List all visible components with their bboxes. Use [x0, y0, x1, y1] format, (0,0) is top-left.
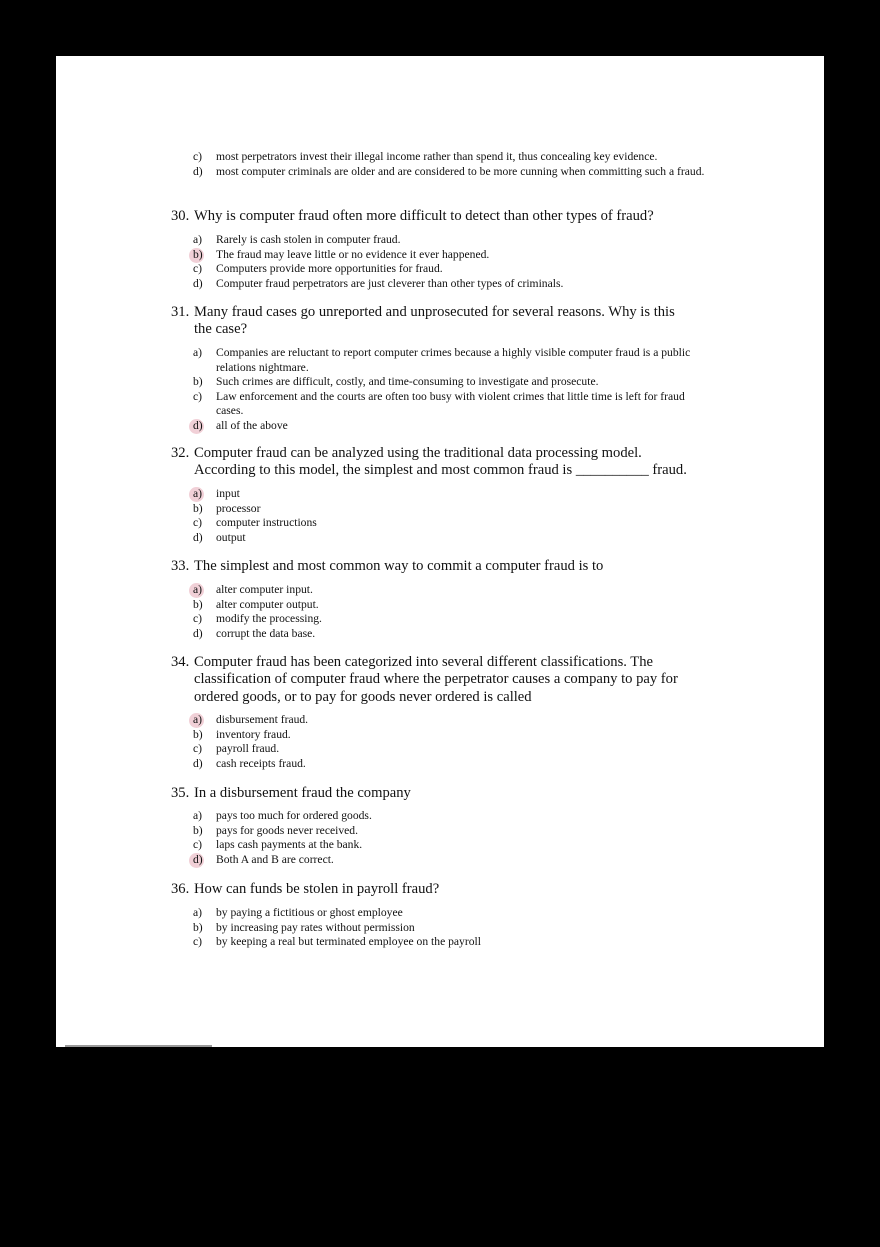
question-number: 31. [171, 304, 190, 320]
document-page [56, 56, 824, 1047]
option-d-answer [193, 419, 713, 434]
option-b [193, 921, 713, 936]
option-text: inventory fraud. [216, 727, 291, 741]
option-text: Such crimes are difficult, costly, and time-consuming to investigate and prosecute. [216, 375, 599, 388]
question-text: How can funds be stolen in payroll fraud? [194, 881, 440, 897]
option-letter: b) [193, 920, 203, 934]
question-35-options [193, 809, 713, 867]
question-text: The simplest and most common way to commit a computer fraud is to [194, 558, 604, 574]
option-letter: c) [193, 150, 203, 163]
option-c [193, 262, 713, 277]
option-text: payroll fraud. [216, 742, 280, 755]
question-35 [171, 785, 701, 802]
option-text: Both A and B are correct. [216, 852, 334, 866]
answer-highlight-circle: d) [193, 418, 203, 432]
option-letter: b) [193, 501, 203, 515]
question-text: Why is computer fraud often more difficult to detect than other types of fraud? [194, 208, 654, 224]
footnote-separator-rule [65, 1045, 212, 1047]
question-33 [171, 558, 701, 575]
option-letter: d) [193, 626, 203, 640]
option-text: most perpetrators invest their illegal income rather than spend it, thus concealing key evidence. [216, 150, 658, 163]
option-a [193, 346, 713, 375]
question-number: 36. [171, 881, 190, 897]
option-text: computer instructions [216, 516, 317, 529]
option-b [193, 375, 713, 390]
question-30-options [193, 233, 713, 291]
option-b [193, 502, 713, 517]
option-text: The fraud may leave little or no evidence it ever happened. [216, 247, 490, 261]
option-text: by keeping a real but terminated employee on the payroll [216, 935, 481, 948]
option-text: Rarely is cash stolen in computer fraud. [216, 233, 401, 246]
option-a-answer [193, 583, 713, 598]
question-text: Computer fraud can be analyzed using the traditional data processing model. According to this model, the simplest and most common fraud is __________ fraud. [194, 445, 687, 479]
option-text: by paying a fictitious or ghost employee [216, 906, 403, 919]
option-letter: a) [193, 906, 203, 919]
option-text: pays too much for ordered goods. [216, 809, 372, 822]
option-c [193, 935, 713, 950]
question-text: Many fraud cases go unreported and unprosecuted for several reasons. Why is this the case? [194, 304, 675, 338]
continued-options [193, 150, 713, 179]
question-36-options [193, 906, 713, 950]
option-d [193, 277, 713, 292]
option-letter: b) [193, 597, 203, 611]
option-letter: a) [193, 809, 203, 822]
answer-highlight-circle: a) [193, 583, 203, 596]
option-b-answer [193, 248, 713, 263]
option-d [193, 165, 713, 180]
option-b [193, 728, 713, 743]
option-text: Computer fraud perpetrators are just cleverer than other types of criminals. [216, 276, 564, 290]
option-letter: c) [193, 935, 203, 948]
option-letter: d) [193, 164, 203, 178]
option-letter: c) [193, 389, 203, 403]
option-text: alter computer output. [216, 597, 319, 611]
option-text: Companies are reluctant to report computer crimes because a highly visible computer fraud is a public relations nightmare. [216, 346, 691, 374]
question-32-options [193, 487, 713, 545]
option-text: cash receipts fraud. [216, 756, 306, 770]
answer-highlight-circle: b) [193, 247, 203, 261]
question-33-options [193, 583, 713, 641]
option-letter: c) [193, 742, 203, 755]
option-d [193, 757, 713, 772]
option-letter: a) [193, 233, 203, 246]
option-text: Law enforcement and the courts are often too busy with violent crimes that little time is left for fraud cases. [216, 389, 685, 417]
option-letter: d) [193, 756, 203, 770]
option-letter: a) [193, 346, 203, 359]
option-d [193, 531, 713, 546]
option-b [193, 598, 713, 613]
option-c [193, 390, 713, 419]
option-letter: b) [193, 727, 203, 741]
option-text: modify the processing. [216, 612, 322, 625]
option-letter: b) [193, 375, 203, 388]
option-text: all of the above [216, 418, 288, 432]
option-letter: c) [193, 516, 203, 529]
option-text: output [216, 530, 246, 544]
option-text: disbursement fraud. [216, 713, 309, 726]
option-c [193, 150, 713, 165]
option-a [193, 906, 713, 921]
option-c [193, 742, 713, 757]
option-letter: d) [193, 530, 203, 544]
question-number: 30. [171, 208, 190, 224]
option-text: corrupt the data base. [216, 626, 316, 640]
question-32 [171, 445, 701, 480]
option-text: most computer criminals are older and are considered to be more cunning when committing such a fraud. [216, 164, 705, 178]
answer-highlight-circle: a) [193, 713, 203, 726]
question-30 [171, 208, 701, 225]
option-a [193, 233, 713, 248]
option-text: pays for goods never received. [216, 823, 358, 837]
question-36 [171, 881, 701, 898]
option-text: input [216, 487, 240, 500]
option-c [193, 516, 713, 531]
question-34 [171, 654, 691, 706]
option-c [193, 612, 713, 627]
option-letter: b) [193, 823, 203, 837]
option-text: laps cash payments at the bank. [216, 838, 363, 851]
option-d-answer [193, 853, 713, 868]
option-letter: d) [193, 276, 203, 290]
option-b [193, 824, 713, 839]
question-31 [171, 304, 681, 339]
option-letter: c) [193, 838, 203, 851]
option-a [193, 809, 713, 824]
answer-highlight-circle: d) [193, 852, 203, 866]
question-number: 35. [171, 785, 190, 801]
question-number: 33. [171, 558, 190, 574]
option-letter: c) [193, 262, 203, 275]
question-number: 32. [171, 445, 190, 461]
option-text: alter computer input. [216, 583, 313, 596]
question-text: Computer fraud has been categorized into several different classifications. The classification of computer fraud where the perpetrator causes a company to pay for ordered goods, or to pay for goods never ordered is called [194, 654, 678, 705]
option-c [193, 838, 713, 853]
option-letter: c) [193, 612, 203, 625]
option-a-answer [193, 713, 713, 728]
option-text: processor [216, 501, 261, 515]
question-31-options [193, 346, 713, 433]
option-text: Computers provide more opportunities for fraud. [216, 262, 443, 275]
answer-highlight-circle: a) [193, 487, 203, 500]
option-a-answer [193, 487, 713, 502]
question-34-options [193, 713, 713, 771]
question-number: 34. [171, 654, 190, 670]
option-text: by increasing pay rates without permission [216, 920, 415, 934]
question-text: In a disbursement fraud the company [194, 785, 411, 801]
option-d [193, 627, 713, 642]
